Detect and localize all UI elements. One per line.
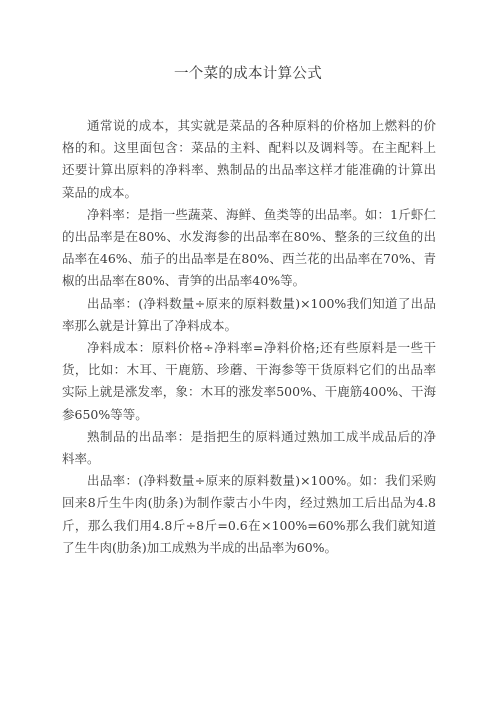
paragraph-yield-example: 出品率：(净料数量÷原来的原料数量)×100%。如：我们采购回来8斤生牛肉(肋条)为制作蒙古小牛肉，经过熟加工后出品为4.8斤，那么我们用4.8斤÷8斤=0.6在×100%=60%那么我们就知道了生牛肉(肋条)加工成熟为半成的出品率为60%。 — [62, 473, 436, 555]
document-title: 一个菜的成本计算公式 — [174, 66, 322, 82]
paragraph-net-yield-rate: 净料率：是指一些蔬菜、海鲜、鱼类等的出品率。如：1斤虾仁的出品率是在80%、水发海参的出品率在80%、整条的三纹鱼的出品率在46%、茄子的出品率是在80%、西兰花的出品率在70%、青椒的出品率在80%、青笋的出品率40%等。 — [62, 206, 436, 289]
paragraph-cooked-yield: 熟制品的出品率：是指把生的原料通过熟加工成半成品后的净料率。 — [62, 428, 436, 467]
paragraph-net-cost: 净料成本：原料价格÷净料率=净料价格;还有些原料是一些干货，比如：木耳、干鹿筋、珍蘑、干海参等干货原料它们的出品率实际上就是涨发率，象：木耳的涨发率500%、干鹿筋400%、干海参650%等等。 — [62, 340, 436, 422]
paragraph-yield-formula: 出品率：(净料数量÷原来的原料数量)×100%我们知道了出品率那么就是计算出了净料成本。 — [62, 295, 436, 333]
paragraph-cost-definition: 通常说的成本，其实就是菜品的各种原料的价格加上燃料的价格的和。这里面包含：菜品的主料、配料以及调料等。在主配料上还要计算出原料的净料率、熟制品的出品率这样才能准确的计算出菜品的成本。 — [62, 118, 436, 200]
document-body — [62, 115, 436, 559]
